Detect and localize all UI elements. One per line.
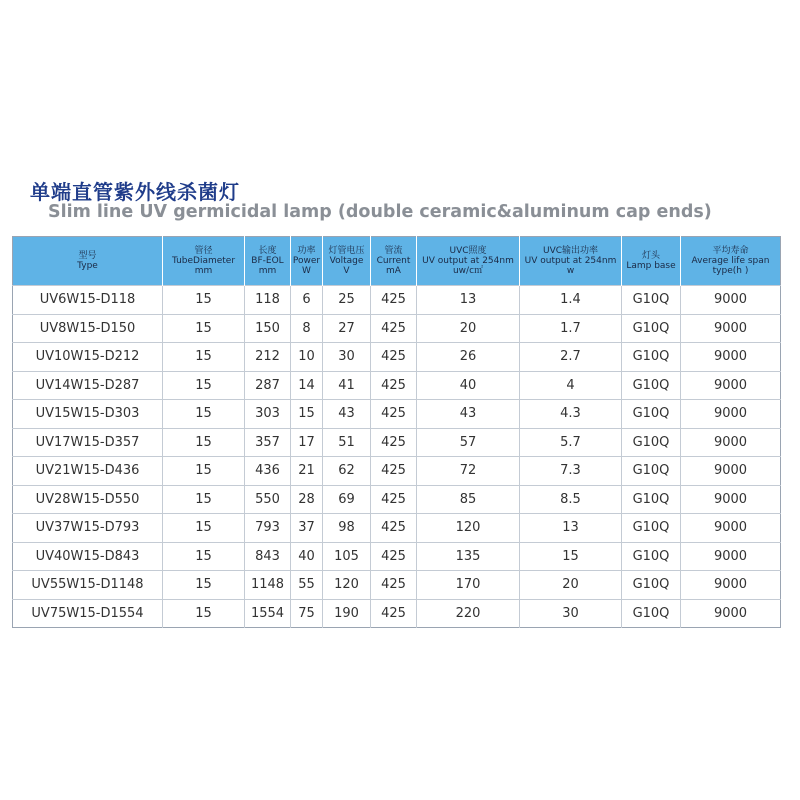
cell-power: 17: [291, 428, 323, 457]
header-average-life: 平均寿命 Average life span type(h ): [681, 237, 781, 286]
cell-tube-diameter: 15: [163, 485, 245, 514]
cell-uvc-output-power: 5.7: [520, 428, 622, 457]
cell-voltage: 41: [323, 371, 371, 400]
cell-average-life: 9000: [681, 286, 781, 315]
cell-current: 425: [371, 428, 417, 457]
cell-uvc-output-power: 8.5: [520, 485, 622, 514]
cell-type: UV55W15-D1148: [13, 571, 163, 600]
cell-uvc-output-power: 20: [520, 571, 622, 600]
header-length: 长度 BF-EOL mm: [245, 237, 291, 286]
cell-tube-diameter: 15: [163, 371, 245, 400]
cell-lamp-base: G10Q: [622, 599, 681, 628]
cell-tube-diameter: 15: [163, 286, 245, 315]
table-row: [13, 400, 781, 429]
cell-current: 425: [371, 371, 417, 400]
cell-average-life: 9000: [681, 514, 781, 543]
cell-current: 425: [371, 571, 417, 600]
cell-tube-diameter: 15: [163, 457, 245, 486]
cell-average-life: 9000: [681, 400, 781, 429]
cell-uvc-output-power: 15: [520, 542, 622, 571]
cell-length: 436: [245, 457, 291, 486]
cell-voltage: 30: [323, 343, 371, 372]
table-row: [13, 571, 781, 600]
cell-voltage: 43: [323, 400, 371, 429]
cell-power: 10: [291, 343, 323, 372]
cell-power: 21: [291, 457, 323, 486]
cell-voltage: 25: [323, 286, 371, 315]
header-type: 型号 Type: [13, 237, 163, 286]
cell-power: 28: [291, 485, 323, 514]
cell-uvc-output-power: 4.3: [520, 400, 622, 429]
cell-current: 425: [371, 286, 417, 315]
cell-uvc-irradiance: 13: [417, 286, 520, 315]
table-row: [13, 286, 781, 315]
cell-type: UV75W15-D1554: [13, 599, 163, 628]
table-row: [13, 514, 781, 543]
header-voltage: 灯管电压 Voltage V: [323, 237, 371, 286]
header-current: 管流 Current mA: [371, 237, 417, 286]
cell-voltage: 105: [323, 542, 371, 571]
cell-uvc-irradiance: 57: [417, 428, 520, 457]
spec-table: [12, 236, 781, 628]
cell-power: 14: [291, 371, 323, 400]
table-row: [13, 485, 781, 514]
cell-lamp-base: G10Q: [622, 343, 681, 372]
table-row: [13, 371, 781, 400]
cell-average-life: 9000: [681, 343, 781, 372]
cell-average-life: 9000: [681, 457, 781, 486]
header-uvc-irradiance: UVC照度 UV output at 254nm uw/c㎡: [417, 237, 520, 286]
cell-tube-diameter: 15: [163, 400, 245, 429]
cell-average-life: 9000: [681, 599, 781, 628]
cell-power: 8: [291, 314, 323, 343]
cell-type: UV8W15-D150: [13, 314, 163, 343]
cell-power: 40: [291, 542, 323, 571]
cell-average-life: 9000: [681, 428, 781, 457]
cell-type: UV28W15-D550: [13, 485, 163, 514]
cell-uvc-irradiance: 72: [417, 457, 520, 486]
cell-uvc-output-power: 1.7: [520, 314, 622, 343]
cell-power: 55: [291, 571, 323, 600]
cell-length: 793: [245, 514, 291, 543]
table-row: [13, 599, 781, 628]
cell-lamp-base: G10Q: [622, 314, 681, 343]
cell-uvc-output-power: 4: [520, 371, 622, 400]
header-tube-diameter: 管径 TubeDiameter mm: [163, 237, 245, 286]
cell-tube-diameter: 15: [163, 542, 245, 571]
cell-uvc-output-power: 7.3: [520, 457, 622, 486]
table-row: [13, 343, 781, 372]
header-uvc-output-power: UVC输出功率 UV output at 254nm w: [520, 237, 622, 286]
cell-average-life: 9000: [681, 371, 781, 400]
cell-average-life: 9000: [681, 314, 781, 343]
cell-uvc-irradiance: 85: [417, 485, 520, 514]
cell-tube-diameter: 15: [163, 428, 245, 457]
cell-lamp-base: G10Q: [622, 571, 681, 600]
cell-voltage: 69: [323, 485, 371, 514]
cell-power: 6: [291, 286, 323, 315]
header-lamp-base: 灯头 Lamp base: [622, 237, 681, 286]
cell-voltage: 190: [323, 599, 371, 628]
cell-lamp-base: G10Q: [622, 485, 681, 514]
cell-lamp-base: G10Q: [622, 428, 681, 457]
cell-current: 425: [371, 457, 417, 486]
cell-current: 425: [371, 542, 417, 571]
cell-uvc-irradiance: 40: [417, 371, 520, 400]
cell-average-life: 9000: [681, 571, 781, 600]
cell-length: 303: [245, 400, 291, 429]
cell-uvc-irradiance: 220: [417, 599, 520, 628]
header-power: 功率 Power W: [291, 237, 323, 286]
cell-uvc-irradiance: 170: [417, 571, 520, 600]
cell-uvc-irradiance: 20: [417, 314, 520, 343]
cell-voltage: 62: [323, 457, 371, 486]
cell-length: 150: [245, 314, 291, 343]
table-header-row: [13, 237, 781, 286]
cell-tube-diameter: 15: [163, 599, 245, 628]
cell-uvc-output-power: 1.4: [520, 286, 622, 315]
cell-current: 425: [371, 485, 417, 514]
table-row: [13, 542, 781, 571]
cell-uvc-output-power: 13: [520, 514, 622, 543]
cell-length: 843: [245, 542, 291, 571]
table-row: [13, 314, 781, 343]
cell-uvc-irradiance: 26: [417, 343, 520, 372]
cell-length: 212: [245, 343, 291, 372]
cell-current: 425: [371, 400, 417, 429]
cell-type: UV17W15-D357: [13, 428, 163, 457]
cell-length: 1554: [245, 599, 291, 628]
cell-length: 357: [245, 428, 291, 457]
cell-uvc-irradiance: 120: [417, 514, 520, 543]
page-title-english: Slim line UV germicidal lamp (double ceramic&aluminum cap ends): [48, 202, 712, 222]
cell-current: 425: [371, 514, 417, 543]
cell-type: UV40W15-D843: [13, 542, 163, 571]
cell-lamp-base: G10Q: [622, 542, 681, 571]
cell-tube-diameter: 15: [163, 314, 245, 343]
cell-current: 425: [371, 343, 417, 372]
cell-lamp-base: G10Q: [622, 400, 681, 429]
cell-length: 118: [245, 286, 291, 315]
cell-lamp-base: G10Q: [622, 371, 681, 400]
cell-type: UV14W15-D287: [13, 371, 163, 400]
cell-lamp-base: G10Q: [622, 457, 681, 486]
cell-uvc-irradiance: 135: [417, 542, 520, 571]
cell-lamp-base: G10Q: [622, 286, 681, 315]
cell-tube-diameter: 15: [163, 343, 245, 372]
cell-power: 37: [291, 514, 323, 543]
cell-length: 287: [245, 371, 291, 400]
cell-uvc-output-power: 30: [520, 599, 622, 628]
cell-type: UV15W15-D303: [13, 400, 163, 429]
cell-power: 15: [291, 400, 323, 429]
cell-type: UV6W15-D118: [13, 286, 163, 315]
table-body: [13, 286, 781, 628]
cell-uvc-irradiance: 43: [417, 400, 520, 429]
cell-power: 75: [291, 599, 323, 628]
cell-tube-diameter: 15: [163, 571, 245, 600]
cell-uvc-output-power: 2.7: [520, 343, 622, 372]
cell-current: 425: [371, 314, 417, 343]
cell-average-life: 9000: [681, 485, 781, 514]
cell-length: 550: [245, 485, 291, 514]
cell-average-life: 9000: [681, 542, 781, 571]
cell-voltage: 120: [323, 571, 371, 600]
cell-current: 425: [371, 599, 417, 628]
cell-type: UV21W15-D436: [13, 457, 163, 486]
cell-type: UV10W15-D212: [13, 343, 163, 372]
cell-lamp-base: G10Q: [622, 514, 681, 543]
cell-voltage: 51: [323, 428, 371, 457]
cell-tube-diameter: 15: [163, 514, 245, 543]
table-row: [13, 457, 781, 486]
table-row: [13, 428, 781, 457]
cell-voltage: 98: [323, 514, 371, 543]
page-title-chinese: 单端直管紫外线杀菌灯: [30, 180, 240, 204]
cell-length: 1148: [245, 571, 291, 600]
cell-type: UV37W15-D793: [13, 514, 163, 543]
cell-voltage: 27: [323, 314, 371, 343]
